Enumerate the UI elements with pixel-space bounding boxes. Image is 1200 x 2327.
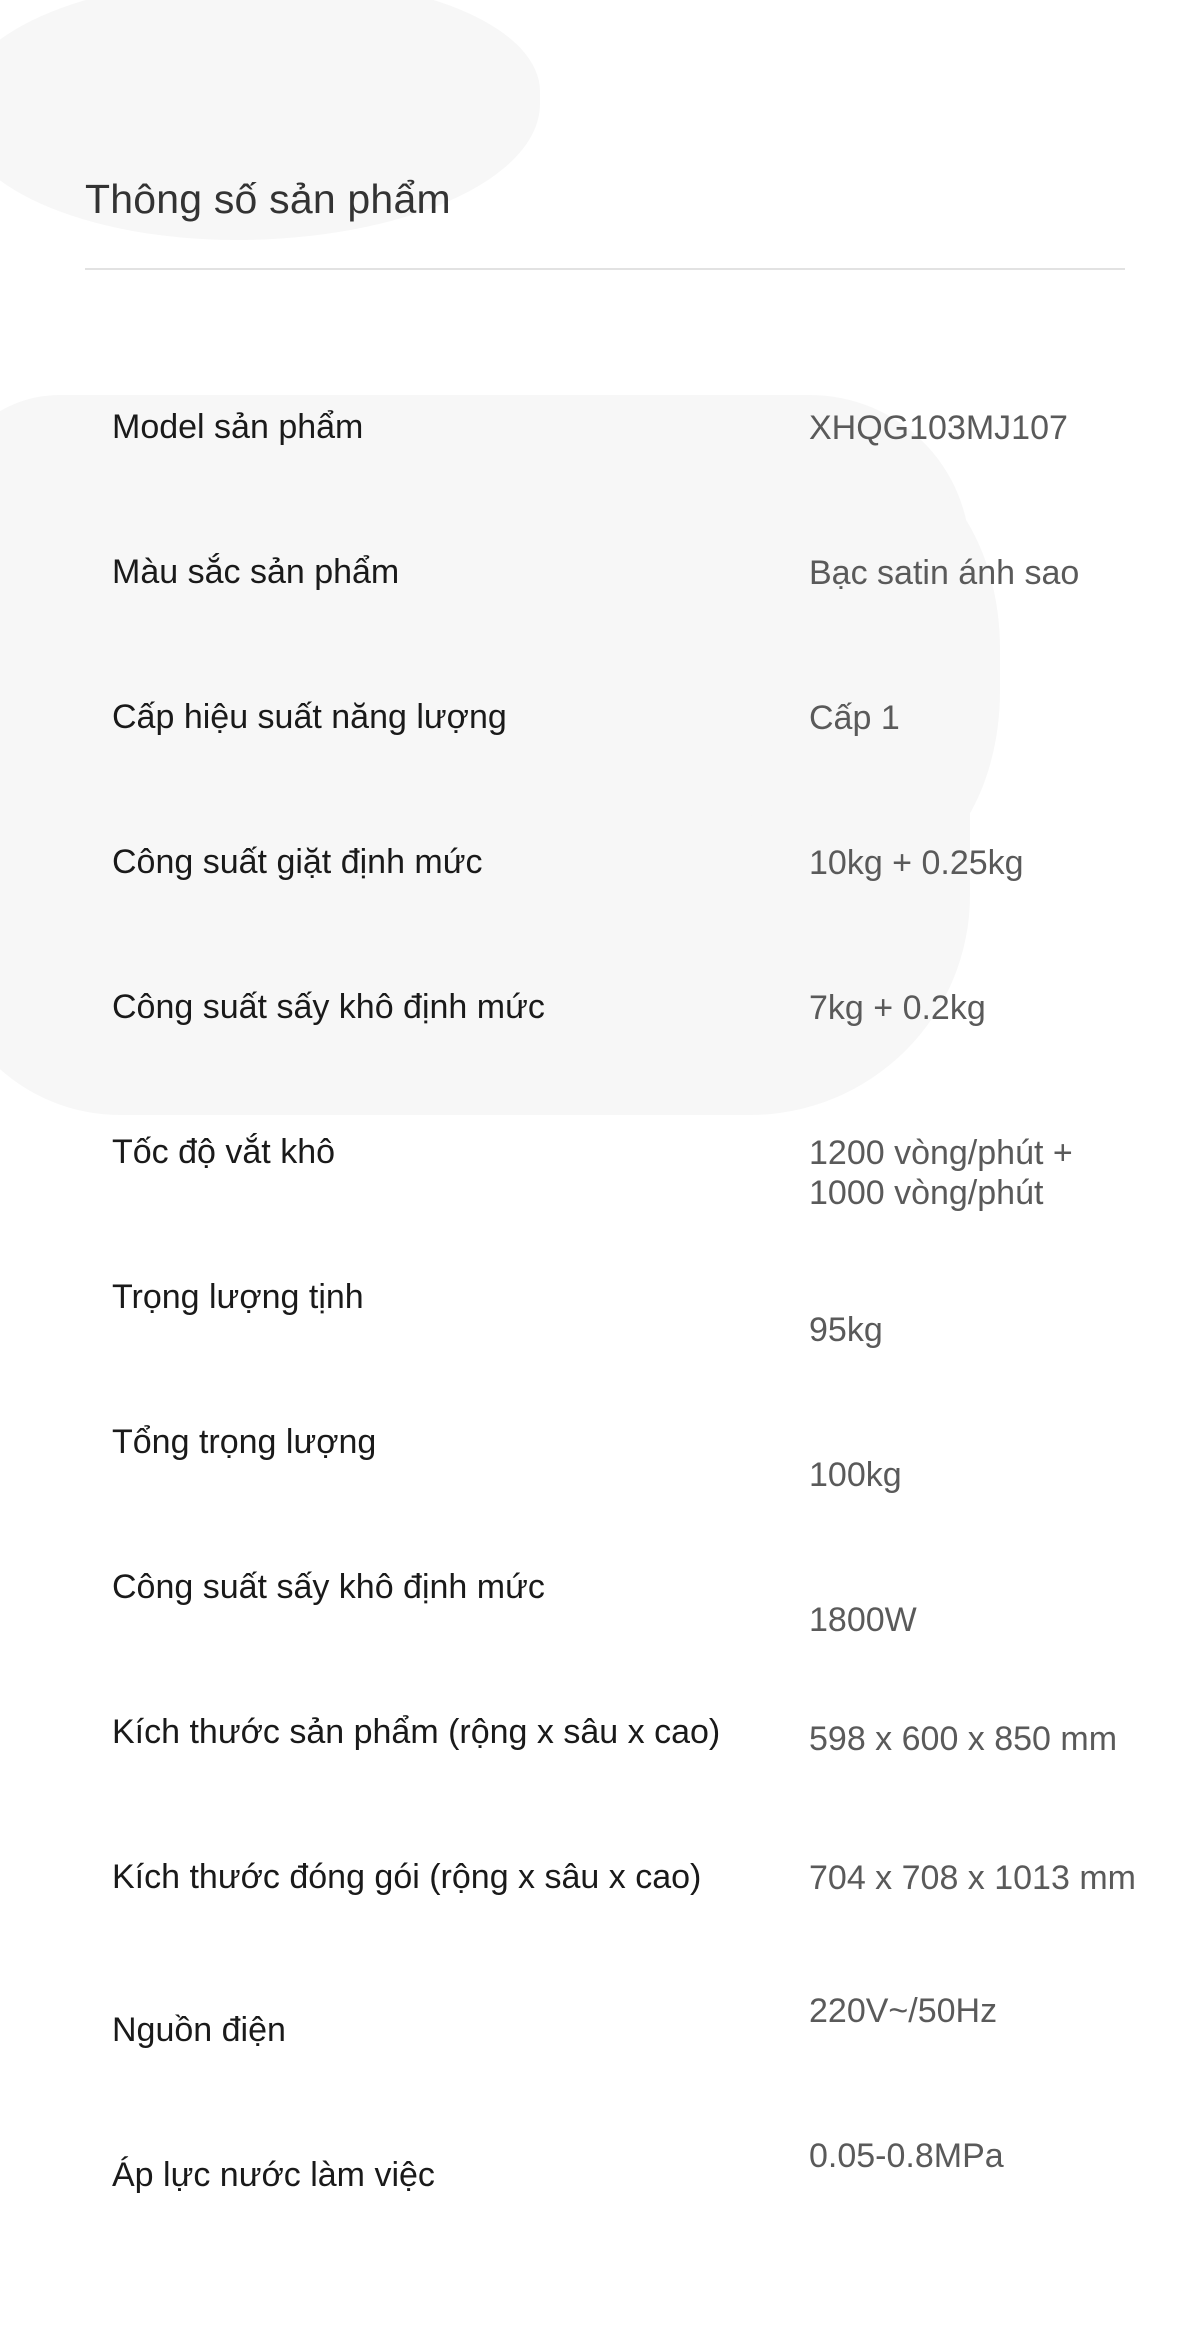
spec-label: Công suất sấy khô định mức <box>112 988 545 1026</box>
title-divider <box>85 268 1125 270</box>
spec-label: Kích thước đóng gói (rộng x sâu x cao) <box>112 1858 702 1896</box>
spec-value: 10kg + 0.25kg <box>809 844 1024 882</box>
spec-label: Công suất giặt định mức <box>112 843 483 881</box>
spec-label: Trọng lượng tịnh <box>112 1278 364 1316</box>
spec-value: 7kg + 0.2kg <box>809 989 986 1027</box>
spec-label: Màu sắc sản phẩm <box>112 553 400 591</box>
spec-value-line-1: 1200 vòng/phút + <box>809 1134 1073 1172</box>
spec-label: Áp lực nước làm việc <box>112 2156 435 2194</box>
page-title: Thông số sản phẩm <box>85 176 451 222</box>
spec-label: Tổng trọng lượng <box>112 1423 377 1461</box>
spec-label: Model sản phẩm <box>112 408 364 446</box>
spec-label: Tốc độ vắt khô <box>112 1133 336 1171</box>
spec-value: Cấp 1 <box>809 699 900 737</box>
spec-value: 598 x 600 x 850 mm <box>809 1720 1118 1758</box>
spec-label: Công suất sấy khô định mức <box>112 1568 545 1606</box>
spec-value: Bạc satin ánh sao <box>809 554 1080 592</box>
spec-label: Cấp hiệu suất năng lượng <box>112 698 507 736</box>
spec-label: Nguồn điện <box>112 2011 286 2049</box>
spec-value: XHQG103MJ107 <box>809 409 1068 447</box>
spec-label: Kích thước sản phẩm (rộng x sâu x cao) <box>112 1713 721 1751</box>
spec-value: 95kg <box>809 1311 883 1349</box>
spec-value: 704 x 708 x 1013 mm <box>809 1859 1136 1897</box>
spec-value-line-2: 1000 vòng/phút <box>809 1174 1044 1212</box>
background-shape <box>720 460 1000 880</box>
spec-value: 0.05-0.8MPa <box>809 2137 1004 2175</box>
spec-value: 220V~/50Hz <box>809 1992 998 2030</box>
spec-value: 100kg <box>809 1456 902 1494</box>
spec-value: 1800W <box>809 1601 917 1639</box>
